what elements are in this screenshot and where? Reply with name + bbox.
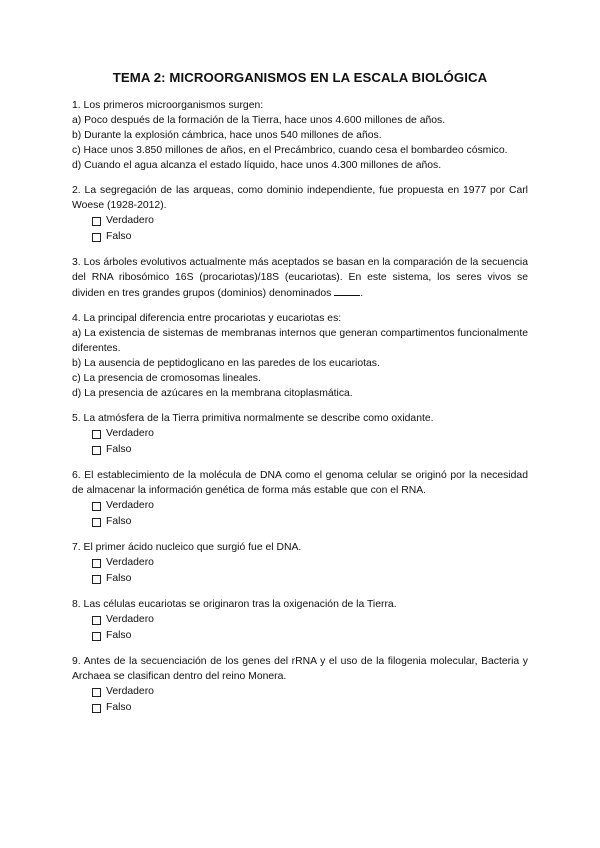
- checkbox[interactable]: [92, 704, 101, 713]
- option-label: Verdadero: [106, 686, 154, 697]
- option-label: Verdadero: [106, 614, 154, 625]
- option-label: Verdadero: [106, 428, 154, 439]
- checkbox[interactable]: [92, 518, 101, 527]
- question-9: [72, 654, 528, 716]
- option-b: b) La ausencia de peptidoglicano en las paredes de los eucariotas.: [72, 358, 380, 369]
- question-6: [72, 468, 528, 530]
- option-d: d) Cuando el agua alcanza el estado líquido, hace unos 4.300 millones de años.: [72, 160, 442, 171]
- question-stem: 8. Las células eucariotas se originaron tras la oxigenación de la Tierra.: [72, 599, 397, 610]
- question-stem: 6. El establecimiento de la molécula de DNA como el genoma celular se originó por la necesidad de almacenar la información genética de forma más estable que con el RNA.: [72, 470, 528, 496]
- option-c: c) Hace unos 3.850 millones de años, en el Precámbrico, cuando cesa el bombardeo cósmico.: [72, 145, 508, 156]
- option-verdadero[interactable]: [92, 612, 528, 628]
- option-verdadero[interactable]: [92, 684, 528, 700]
- checkbox[interactable]: [92, 632, 101, 641]
- checkbox[interactable]: [92, 217, 101, 226]
- checkbox[interactable]: [92, 430, 101, 439]
- option-falso[interactable]: [92, 442, 528, 458]
- question-2: [72, 183, 528, 245]
- option-verdadero[interactable]: [92, 498, 528, 514]
- option-a: a) La existencia de sistemas de membranas internos que generan compartimentos funcionalmente diferentes.: [72, 328, 528, 354]
- question-7: [72, 540, 528, 587]
- option-falso[interactable]: [92, 514, 528, 530]
- checkbox[interactable]: [92, 502, 101, 511]
- checkbox[interactable]: [92, 688, 101, 697]
- option-falso[interactable]: [92, 229, 528, 245]
- page-title: TEMA 2: MICROORGANISMOS EN LA ESCALA BIOLÓGICA: [112, 70, 488, 85]
- option-label: Falso: [106, 573, 132, 584]
- option-falso[interactable]: [92, 571, 528, 587]
- document-page: [72, 70, 528, 726]
- question-4: [72, 311, 528, 401]
- question-8: [72, 597, 528, 644]
- checkbox[interactable]: [92, 575, 101, 584]
- question-1: [72, 98, 528, 173]
- option-label: Falso: [106, 702, 132, 713]
- option-label: Verdadero: [106, 500, 154, 511]
- question-stem: 7. El primer ácido nucleico que surgió fue el DNA.: [72, 542, 302, 553]
- option-b: b) Durante la explosión cámbrica, hace unos 540 millones de años.: [72, 130, 382, 141]
- question-stem: 3. Los árboles evolutivos actualmente más aceptados se basan en la comparación de la secuencia del RNA ribosómico 16S (procariotas)/18S (eucariotas). En este sistema, los seres vivos se dividen en tres grandes grupos (dominios) denominados .: [72, 257, 528, 299]
- option-label: Falso: [106, 231, 132, 242]
- option-falso[interactable]: [92, 700, 528, 716]
- option-label: Falso: [106, 444, 132, 455]
- option-c: c) La presencia de cromosomas lineales.: [72, 373, 261, 384]
- question-stem: 5. La atmósfera de la Tierra primitiva normalmente se describe como oxidante.: [72, 413, 434, 424]
- question-stem: 2. La segregación de las arqueas, como dominio independiente, fue propuesta en 1977 por Carl Woese (1928-2012).: [72, 185, 528, 211]
- option-label: Verdadero: [106, 215, 154, 226]
- checkbox[interactable]: [92, 559, 101, 568]
- option-label: Falso: [106, 630, 132, 641]
- option-falso[interactable]: [92, 628, 528, 644]
- option-label: Verdadero: [106, 557, 154, 568]
- question-stem: 9. Antes de la secuenciación de los genes del rRNA y el uso de la filogenia molecular, Bacteria y Archaea se clasifican dentro del reino Monera.: [72, 656, 528, 682]
- answer-blank[interactable]: [334, 285, 360, 296]
- checkbox[interactable]: [92, 233, 101, 242]
- option-label: Falso: [106, 516, 132, 527]
- question-5: [72, 411, 528, 458]
- question-stem: 1. Los primeros microorganismos surgen:: [72, 100, 264, 111]
- option-verdadero[interactable]: [92, 213, 528, 229]
- option-a: a) Poco después de la formación de la Tierra, hace unos 4.600 millones de años.: [72, 115, 446, 126]
- option-verdadero[interactable]: [92, 426, 528, 442]
- checkbox[interactable]: [92, 446, 101, 455]
- question-3: [72, 255, 528, 301]
- checkbox[interactable]: [92, 616, 101, 625]
- option-d: d) La presencia de azúcares en la membrana citoplasmática.: [72, 388, 353, 399]
- option-verdadero[interactable]: [92, 555, 528, 571]
- question-stem: 4. La principal diferencia entre procariotas y eucariotas es:: [72, 313, 342, 324]
